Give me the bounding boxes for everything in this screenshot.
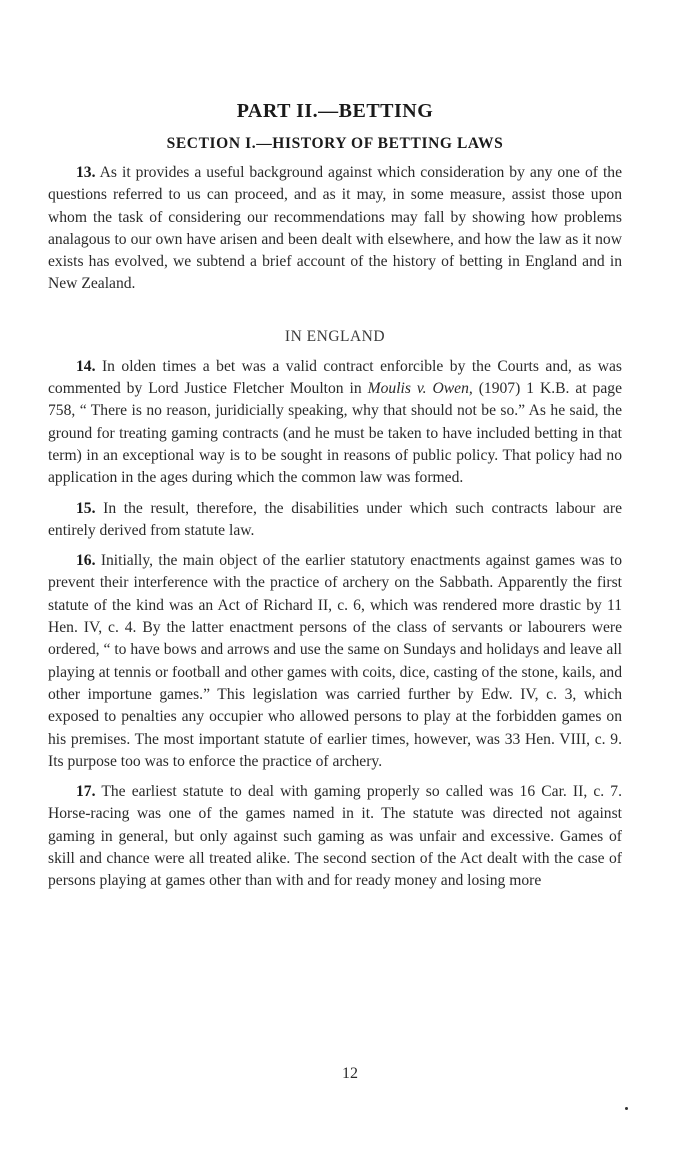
paragraph-16: [48, 550, 622, 773]
paragraph-text: Initially, the main object of the earlier statutory enactments against games was to prevent their interference with the practice of archery on the Sabbath. Apparently the first statute of the kind was an Act of Richard II, c. 6, which was rendered more drastic by 11 Hen. IV, c. 4. By the latter enactment persons of the class of servants or labourers were ordered, “ to have bows and arrows and use the same on Sundays and holidays and leave all playing at tennis or football and other games with coits, dice, casting of the stone, kails, and other importune games.” This legislation was carried further by Edw. IV, c. 3, which exposed to penalties any occupier who allowed persons to play at the forbidden games on his premises. The most important statute of earlier times, however, was 33 Hen. VIII, c. 9. Its purpose too was to enforce the practice of archery.: [48, 552, 622, 770]
paragraph-text: In the result, therefore, the disabilities under which such contracts labour are entirely derived from statute law.: [48, 499, 622, 539]
paragraph-text: As it provides a useful background against which consideration by any one of the questions referred to us can proceed, and as it may, in some measure, assist those upon whom the task of considering our recommendations may fall by showing how problems analagous to our own have arisen and been dealt with elsewhere, and how the law as it now exists has evolved, we subtend a brief account of the history of betting in England and in New Zealand.: [48, 164, 622, 293]
subheading-in-england: IN ENGLAND: [284, 327, 386, 345]
case-citation: Moulis v. Owen,: [367, 380, 473, 398]
stray-mark: [625, 1107, 628, 1110]
paragraph-text: The earliest statute to deal with gaming properly so called was 16 Car. II, c. 7. Horse-racing was one of the games named in it. The statute was directed not against gaming in general, but only against such gaming as was unfair and excessive. Games of skill and chance were all treated alike. The second section of the Act dealt with the case of persons playing at games other than with and for ready money and losing more: [48, 783, 622, 890]
paragraph-number: 15.: [76, 499, 96, 517]
paragraph-number: 17.: [76, 783, 96, 801]
paragraph-15: [48, 498, 622, 543]
section-title: SECTION I.—HISTORY OF BETTING LAWS: [166, 135, 504, 152]
paragraph-text: In olden times a bet was a valid contract enforcible by the Courts and, as was commented by Lord Justice Fletcher Moulton in: [48, 357, 622, 398]
page-number: 12: [342, 1065, 358, 1082]
document-page: [48, 100, 622, 893]
paragraph-number: 16.: [76, 552, 96, 570]
part-title: PART II.—BETTING: [236, 100, 434, 122]
paragraph-number: 14.: [76, 357, 96, 375]
paragraph-17: [48, 781, 622, 892]
paragraph-text-continued: (1907) 1 K.B. at page 758, “ There is no reason, juridicially speaking, why that should not be so.” As he said, the ground for treating gaming contracts (and he must be taken to have included betting in that term) in an exceptional way is to be sought in reasons of public policy. That policy had no application in the ages during which the common law was formed.: [48, 380, 622, 487]
paragraph-14: [48, 356, 622, 490]
paragraph-number: 13.: [76, 164, 96, 181]
paragraph-13: [48, 162, 622, 296]
